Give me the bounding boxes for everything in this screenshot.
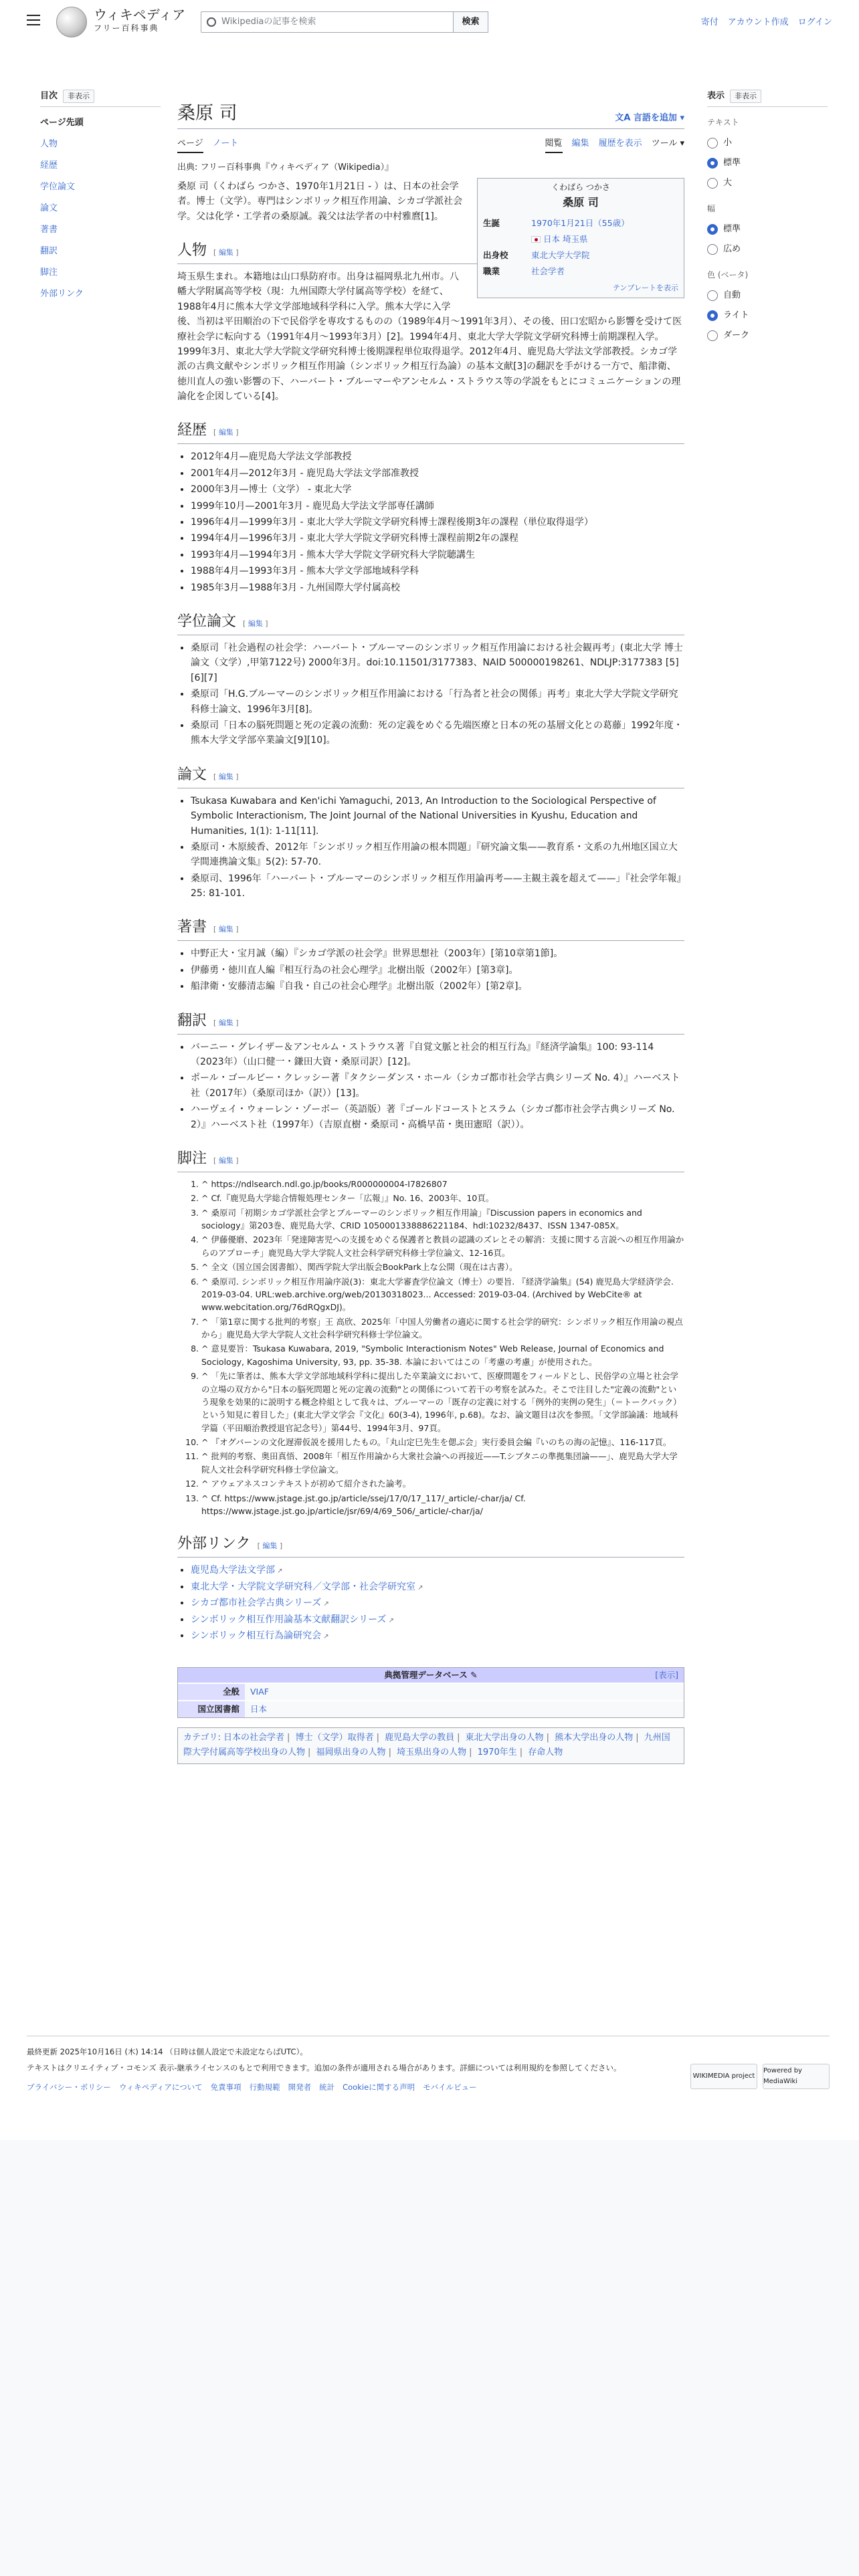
translate-icon: 文A — [615, 113, 634, 124]
category-link[interactable]: 日本の社会学者 — [223, 1733, 285, 1743]
width-title: 幅 — [707, 203, 716, 213]
infobox-key: 出身校 — [483, 249, 508, 260]
section-notes-heading: 脚注 [ 編集 ] — [177, 1148, 684, 1172]
reference-item: 13. ^ Cf. https://www.jstage.jst.go.jp/article/ssej/17/0/17_117/_article/-char/ja/ Cf. https://www.jstage.jst.go.jp/article/jsr/69/4/69_506/_article/-char/ja/ — [201, 1492, 684, 1518]
edit-section-link[interactable]: 編集 — [218, 1156, 233, 1165]
external-links-list — [177, 1563, 684, 1643]
page-tabs — [177, 137, 684, 153]
list-item: • 2001年4月—2012年3月 - 鹿児島大学法文学部准教授 — [191, 466, 684, 481]
footer-link-cookie[interactable]: Cookieに関する声明 — [343, 2082, 415, 2092]
list-item: • ハーヴェイ・ウォーレン・ゾーボー（英語版）著『ゴールドコーストとスラム（シカゴ都市社会学古典シリーズ No. 2）』ハーベスト社（1997年）（吉原直樹・桑原司・高橋早苗・奥田憲昭（訳））。 — [191, 1102, 684, 1132]
section-translations-heading: 翻訳 [ 編集 ] — [177, 1010, 684, 1035]
section-books-heading: 著書 [ 編集 ] — [177, 917, 684, 941]
color-light[interactable]: ライト — [707, 306, 828, 326]
section-career-heading: 経歴 [ 編集 ] — [177, 420, 684, 444]
list-item: • 1988年4月—1993年3月 - 熊本大学文学部地域科学科 — [191, 564, 684, 578]
tab-page[interactable]: ページ — [177, 137, 203, 153]
radio-icon — [707, 244, 718, 255]
infobox-name: 桑原 司 — [563, 195, 599, 209]
reference-item: 2. ^ Cf.『鹿児島大学総合情報処理センター「広報」』No. 16、2003年、10頁。 — [201, 1192, 684, 1204]
footer-link-disclaimer[interactable]: 免責事項 — [210, 2082, 242, 2092]
footer-link-about[interactable]: ウィキペディアについて — [118, 2082, 203, 2092]
degree-list — [177, 641, 684, 748]
authority-link[interactable]: 日本 — [250, 1704, 268, 1715]
login-link[interactable]: ログイン — [797, 17, 832, 27]
list-item: • ポール・ゴールビー・クレッシー著『タクシーダンス・ホール（シカゴ都市社会学古典シリーズ No. 4）』ハーベスト社（2017年）（桑原司ほか（訳））[13]。 — [191, 1071, 684, 1101]
authority-link[interactable]: VIAF — [250, 1687, 269, 1697]
color-auto[interactable]: 自動 — [707, 286, 828, 306]
section-person-heading: 人物 [ 編集 ] — [177, 240, 684, 264]
add-language-label: 言語を追加 — [633, 113, 677, 124]
radio-icon — [707, 138, 718, 148]
list-item: • 桑原司、1996年「ハーバート・ブルーマーのシンボリック相互作用論再考——主観主義を超えて——」『社会学年報』25: 81-101. — [191, 871, 684, 901]
authority-key: 全般 — [178, 1684, 245, 1700]
search-input[interactable] — [201, 11, 454, 33]
authority-title: 典拠管理データベース — [384, 1670, 468, 1681]
categories-label[interactable]: カテゴリ: — [183, 1733, 221, 1743]
person-paragraph: 埼玉県生まれ。本籍地は山口県防府市。出身は福岡県北九州市。八幡大学附属高等学校（現：九州国際大学付属高等学校）を経て、1988年4月に熊本大学文学部地域科学科に入学。熊本大学に入学後、当初は平田順治の下で民俗学を専攻するものの（1989年4月～1991年3月）、その後、田口宏昭から影響を受けて医療社会学に転向する（1991年4月～1993年3月）[2]。1994年4月、東北大学大学院文学研究科博士前期課程入学。1999年3月、東北大学大学院文学研究科博士後期課程単位取得退学。2012年4月、鹿児島大学法文学部教授。シカゴ学派の古典文献やシンボリック相互作用論（シンボリック相互行為論）の基本文献[3]の翻訳を手がける一方で、船津衛、徳川直人の強い影響の下、ハーバート・ブルーマーやアンセルム・ストラウス等の学説をもとにコミュニケーションの理論化を企図している[4]。 — [177, 271, 682, 403]
search-button[interactable]: 検索 — [454, 11, 488, 33]
radio-selected-icon — [707, 158, 718, 169]
list-item: • 1985年3月—1988年3月 - 九州国際大学付属高校 — [191, 580, 684, 595]
logo-title: ウィキペディア — [94, 7, 186, 23]
create-account-link[interactable]: アカウント作成 — [727, 17, 789, 27]
category-link[interactable]: 博士（文学）取得者 — [295, 1733, 374, 1743]
section-papers-heading: 論文 [ 編集 ] — [177, 764, 684, 788]
text-size-large[interactable]: 大 — [707, 173, 828, 193]
toc-hide-button[interactable]: 非表示 — [63, 90, 94, 103]
tab-tools[interactable]: ツール ▾ — [651, 138, 684, 148]
footer-link-privacy[interactable]: プライバシー・ポリシー — [27, 2082, 111, 2092]
edit-section-link[interactable]: 編集 — [218, 772, 233, 781]
infobox-key — [483, 231, 531, 247]
section-external-heading: 外部リンク [ 編集 ] — [177, 1533, 684, 1558]
external-link[interactable]: 東北大学・大学院文学研究科／文学部・社会学研究室 ↗ — [191, 1582, 423, 1592]
search-placeholder: Wikipediaの記事を検索 — [221, 16, 316, 27]
section-degree-heading: 学位論文 [ 編集 ] — [177, 611, 684, 635]
appearance-title: 表示 — [707, 91, 725, 101]
wikipedia-wordmark[interactable] — [94, 7, 185, 33]
list-item: • 1993年4月—1994年3月 - 熊本大学大学院文学研究科大学院聴講生 — [191, 548, 684, 562]
table-of-contents — [40, 90, 161, 305]
toc-item-degree[interactable]: 学位論文 — [40, 181, 76, 192]
reference-item: 12. ^ アウェアネスコンテキストが初めて紹介された論考。 — [201, 1477, 684, 1490]
toc-item-external[interactable]: 外部リンク — [40, 288, 84, 299]
list-item: • 中野正大・宝月誠（編）『シカゴ学派の社会学』世界思想社（2003年）[第10章第1節]。 — [191, 946, 684, 961]
radio-icon — [707, 330, 718, 341]
category-link[interactable]: 熊本大学出身の人物 — [555, 1733, 634, 1743]
toc-item-top[interactable]: ページ先頭 — [40, 117, 84, 128]
toc-item-notes[interactable]: 脚注 — [40, 267, 58, 278]
external-link[interactable]: シンボリック相互作用論基本文献翻訳シリーズ ↗ — [191, 1614, 394, 1625]
category-link[interactable]: 福岡県出身の人物 — [316, 1747, 386, 1758]
tools-label: ツール — [651, 138, 678, 148]
radio-icon — [707, 178, 718, 189]
reference-item: 5. ^ 全文（国立国会図書館）、関西学院大学出版会BookPark上な公開（現在は古書）。 — [201, 1261, 684, 1273]
infobox-key: 職業 — [483, 265, 500, 276]
infobox — [477, 178, 684, 298]
category-link[interactable]: 九州国際大学付属高等学校出身の人物 — [183, 1733, 670, 1758]
infobox-key: 生誕 — [483, 217, 500, 228]
article-content — [177, 102, 684, 1764]
external-link[interactable]: 鹿児島大学法文学部 ↗ — [191, 1565, 283, 1576]
reference-item: 6. ^ 桑原司. シンボリック相互作用論序説(3)：東北大学審査学位論文（博士）の要旨. 『経済学論集』(54) 鹿児島大学経済学会. 2019-03-04. URL:web.archive.org/web/20130318023... Accessed: 2019-03-04. (Archived by WebCite® at www.webcitation.org/76dRQgxDJ)。 — [201, 1275, 684, 1314]
category-link[interactable]: 東北大学出身の人物 — [465, 1733, 544, 1743]
list-item: • バーニー・グレイザー＆アンセルム・ストラウス著『自覚文脈と社会的相互行為』『経済学論集』100: 93-114（2023年）（山口健一・鎌田大資・桑原司訳）[12]。 — [191, 1040, 684, 1070]
color-dark[interactable]: ダーク — [707, 326, 828, 346]
category-links: カテゴリ: 日本の社会学者 | 博士（文学）取得者 | 鹿児島大学の教員 | 東北大学出身の人物 | 熊本大学出身の人物 | 九州国際大学付属高等学校出身の人物 | 福岡県出身の人物 | 埼玉県出身の人物 | 1970年生 | 存命人物 — [177, 1727, 684, 1763]
radio-icon — [707, 290, 718, 301]
infobox-occupation[interactable]: 社会学者 — [531, 265, 565, 276]
footer-link-developers[interactable]: 開発者 — [288, 2082, 312, 2092]
papers-list — [177, 794, 684, 901]
width-standard[interactable]: 標準 — [707, 219, 828, 239]
text-size-small[interactable]: 小 — [707, 133, 828, 153]
color-title: 色 (ベータ) — [707, 270, 749, 280]
external-link[interactable]: シカゴ都市社会学古典シリーズ ↗ — [191, 1598, 329, 1608]
toc-title: 目次 — [40, 91, 58, 101]
main-menu-icon[interactable] — [27, 15, 40, 25]
list-item: • 桑原司「日本の脳死問題と死の定義の流動：死の定義をめぐる先端医療と日本の死の基層文化との葛藤」1992年度・熊本大学文学部卒業論文[9][10]。 — [191, 718, 684, 748]
edit-section-link[interactable]: 編集 — [218, 925, 233, 934]
translations-list — [177, 1040, 684, 1132]
reference-item: 11. ^ 批判的考察、奥田真悟、2008年「相互作用論から大衆社会論への再接近——T.シブタニの準拠集団論——」、鹿児島大学大学院人文社会科学研究科修士学位論文。 — [201, 1450, 684, 1476]
list-item: • 2000年3月—博士（文学） - 東北大学 — [191, 482, 684, 497]
logo-subtitle: フリー百科事典 — [94, 23, 159, 33]
list-item: • 伊藤勇・徳川直人編『相互行為の社会心理学』北樹出版（2002年）[第3章]。 — [191, 963, 684, 978]
reference-item: 10. ^ 『オグバーンの文化遅滞仮説を援用したもの。「丸山定巳先生を偲ぶ会」実行委員会編『いのちの海の記憶』、116-117頁。 — [201, 1436, 684, 1448]
toc-item-translations[interactable]: 翻訳 — [40, 245, 58, 256]
edit-section-link[interactable]: 編集 — [262, 1541, 278, 1551]
list-item: • 船津衛・安藤清志編『自我・自己の社会心理学』北樹出版（2002年）[第2章]。 — [191, 979, 684, 994]
donate-link[interactable]: 寄付 — [700, 17, 719, 27]
books-list — [177, 946, 684, 994]
radio-selected-icon — [707, 310, 718, 321]
search-icon — [207, 17, 216, 27]
last-modified: 最終更新 2025年10月16日 (木) 14:14 （日時は個人設定で未設定ならばUTC）。 — [27, 2047, 308, 2056]
mediawiki-badge[interactable]: Powered by MediaWiki — [763, 2064, 830, 2089]
appearance-panel — [707, 90, 828, 346]
wikipedia-logo-icon[interactable] — [56, 7, 87, 37]
list-item: • 1999年10月—2001年3月 - 鹿児島大学法文学部専任講師 — [191, 499, 684, 514]
page-title: 桑原 司 — [177, 103, 237, 124]
category-link[interactable]: 存命人物 — [528, 1747, 563, 1758]
intro-paragraph: 桑原 司（くわばら つかさ、1970年1月21日 - ）は、日本の社会学者。博士（文学）。専門はシンボリック相互作用論、シカゴ学派社会学。父は化学・工学者の桑原誠。義父は法学者の中村雅麿[1]。 — [177, 181, 463, 222]
list-item: • 桑原司・木原綾香、2012年「シンボリック相互作用論の根本問題」『研究論文集——教育系・文系の九州地区国立大学間連携論文集』5(2): 57-70. — [191, 840, 684, 870]
reference-item: 1. ^ https://ndlsearch.ndl.go.jp/books/R000000004-I7826807 — [201, 1178, 684, 1190]
authority-toggle[interactable]: [表示] — [655, 1670, 678, 1681]
edit-pencil-icon[interactable]: ✎ — [467, 1670, 478, 1681]
footer-link-mobile[interactable]: モバイルビュー — [423, 2082, 477, 2092]
toc-item-papers[interactable]: 論文 — [40, 203, 58, 213]
page-footer — [27, 2036, 830, 2093]
tab-edit[interactable]: 編集 — [571, 138, 589, 148]
wikimedia-badge[interactable]: WIKIMEDIA project — [690, 2064, 757, 2089]
template-link[interactable]: テンプレートを表示 — [612, 283, 678, 292]
infobox-alma-mater[interactable]: 東北大学大学院 — [531, 249, 590, 260]
license-text: テキストはクリエイティブ・コモンズ 表示-継承ライセンスのもとで利用できます。追加の条件が適用される場合があります。詳細については利用規約を参照してください。 — [27, 2063, 622, 2073]
reference-item: 4. ^ 伊藤優磨、2023年「発達障害児への支援をめぐる保護者と教員の認識のズレとその解消：支援に関する言説への相互作用論からのアプローチ」鹿児島大学大学院人文社会科学研究科修士学位論文、12-16頁。 — [201, 1233, 684, 1259]
appearance-hide-button[interactable]: 非表示 — [730, 90, 761, 103]
infobox-birth[interactable]: 1970年1月21日（55歳） — [531, 217, 630, 228]
site-header — [0, 0, 859, 45]
footer-link-stats[interactable]: 統計 — [319, 2082, 335, 2092]
reference-item: 9. ^ 「先に筆者は、熊本大学文学部地域科学科に提出した卒業論文において、医療問題をフィールドとし、民俗学の立場と社会学の立場の双方から"日本の脳死問題と死の定義の流動"との関係について若干の考察を試みた。そこで注目した"定義の流動"という現象を効果的に説明する概念枠組として我々は、ブルーマーの「既存の定義に対する「例外的実例の発生」（＝トークバック）という知見に着目した」(東北大学文学会『文化』60(3-4), 1996年, p.68)。なお、論文題目は次を参照。「文学部論議：地域科学篇（平田順治教授退官記念号）」第44号、1994年3月、97頁。 — [201, 1370, 684, 1434]
reference-item: 7. ^ 「第1章に関する批判的考察」王 高欣、2025年「中国人労働者の適応に関する社会学的研究：シンボリック相互作用論の視点から」鹿児島大学大学院人文社会科学研究科修士学位論文。 — [201, 1315, 684, 1341]
add-language-button[interactable]: 文A 言語を追加 ▾ — [615, 113, 684, 124]
list-item: • 桑原司「社会過程の社会学：ハーバート・ブルーマーのシンボリック相互作用論における社会観再考」(東北大学 博士論文（文学）,甲第7122号) 2000年3月。doi:10.11501/3177383、NAID 500000198261、NDLJP:3177383 [5][6][7] — [191, 641, 684, 685]
toc-item-person[interactable]: 人物 — [40, 138, 58, 149]
edit-section-link[interactable]: 編集 — [218, 428, 233, 437]
category-link[interactable]: 鹿児島大学の教員 — [385, 1733, 455, 1743]
reference-item: 3. ^ 桑原司「初期シカゴ学派社会学とブルーマーのシンボリック相互作用論」『Discussion papers in economics and sociology』第203巻、鹿児島大学、CRID 1050001338886221184、hdl:10232/8437、ISSN 1347-085X。 — [201, 1206, 684, 1232]
text-size-title: テキスト — [707, 117, 739, 127]
list-item: • 2012年4月—鹿児島大学法文学部教授 — [191, 449, 684, 464]
category-link[interactable]: 1970年生 — [477, 1747, 517, 1758]
footer-link-conduct[interactable]: 行動規範 — [249, 2082, 280, 2092]
page-source-note: 出典: フリー百科事典『ウィキペディア（Wikipedia）』 — [177, 163, 394, 173]
search-form — [201, 11, 488, 33]
authority-control-box — [177, 1667, 684, 1718]
external-link[interactable]: シンボリック相互行為論研究会 ↗ — [191, 1630, 329, 1641]
edit-section-link[interactable]: 編集 — [218, 247, 233, 257]
width-wide[interactable]: 広め — [707, 239, 828, 259]
page-bottom-background — [0, 2140, 859, 2576]
category-link[interactable]: 埼玉県出身の人物 — [397, 1747, 467, 1758]
list-item: • 1996年4月—1999年3月 - 東北大学大学院文学研究科博士課程後期3年の課程（単位取得退学） — [191, 515, 684, 530]
radio-selected-icon — [707, 224, 718, 235]
reference-item: 8. ^ 意見要旨：Tsukasa Kuwabara, 2019, "Symbolic Interactionism Notes" Web Release, Journal of Economics and Sociology, Kagoshima University, 93, pp. 35-38. 本論においてはこの「考慮の考慮」が使用された。 — [201, 1342, 684, 1368]
toc-item-career[interactable]: 経歴 — [40, 160, 58, 171]
toc-item-books[interactable]: 著書 — [40, 224, 58, 235]
tab-history[interactable]: 履歴を表示 — [598, 138, 642, 148]
list-item: • Tsukasa Kuwabara and Ken'ichi Yamaguchi, 2013, An Introduction to the Sociological Perspective of Symbolic Interactionism, The Joint Journal of the National Universities in Kyushu, Education and Humanities, 1(1): 1-11[11]. — [191, 794, 684, 839]
career-list — [177, 449, 684, 595]
edit-section-link[interactable]: 編集 — [218, 1018, 233, 1027]
text-size-standard[interactable]: 標準 — [707, 153, 828, 173]
user-links — [701, 16, 832, 30]
list-item: • 1994年4月—1996年3月 - 東北大学大学院文学研究科博士課程前期2年の課程 — [191, 531, 684, 546]
tab-read[interactable]: 閲覧 — [545, 137, 563, 153]
list-item: • 桑原司「H.G.ブルーマーのシンボリック相互作用論における「行為者と社会の関係」再考」東北大学大学院文学研究科修士論文、1996年3月[8]。 — [191, 687, 684, 717]
edit-section-link[interactable]: 編集 — [248, 619, 263, 628]
authority-key: 国立図書館 — [178, 1701, 245, 1717]
infobox-ruby: くわばら つかさ — [551, 182, 610, 192]
tab-talk[interactable]: ノート — [212, 138, 239, 148]
japan-flag-icon — [531, 236, 541, 243]
infobox-birthplace[interactable]: 日本 埼玉県 — [531, 231, 678, 247]
references-list — [177, 1178, 684, 1517]
